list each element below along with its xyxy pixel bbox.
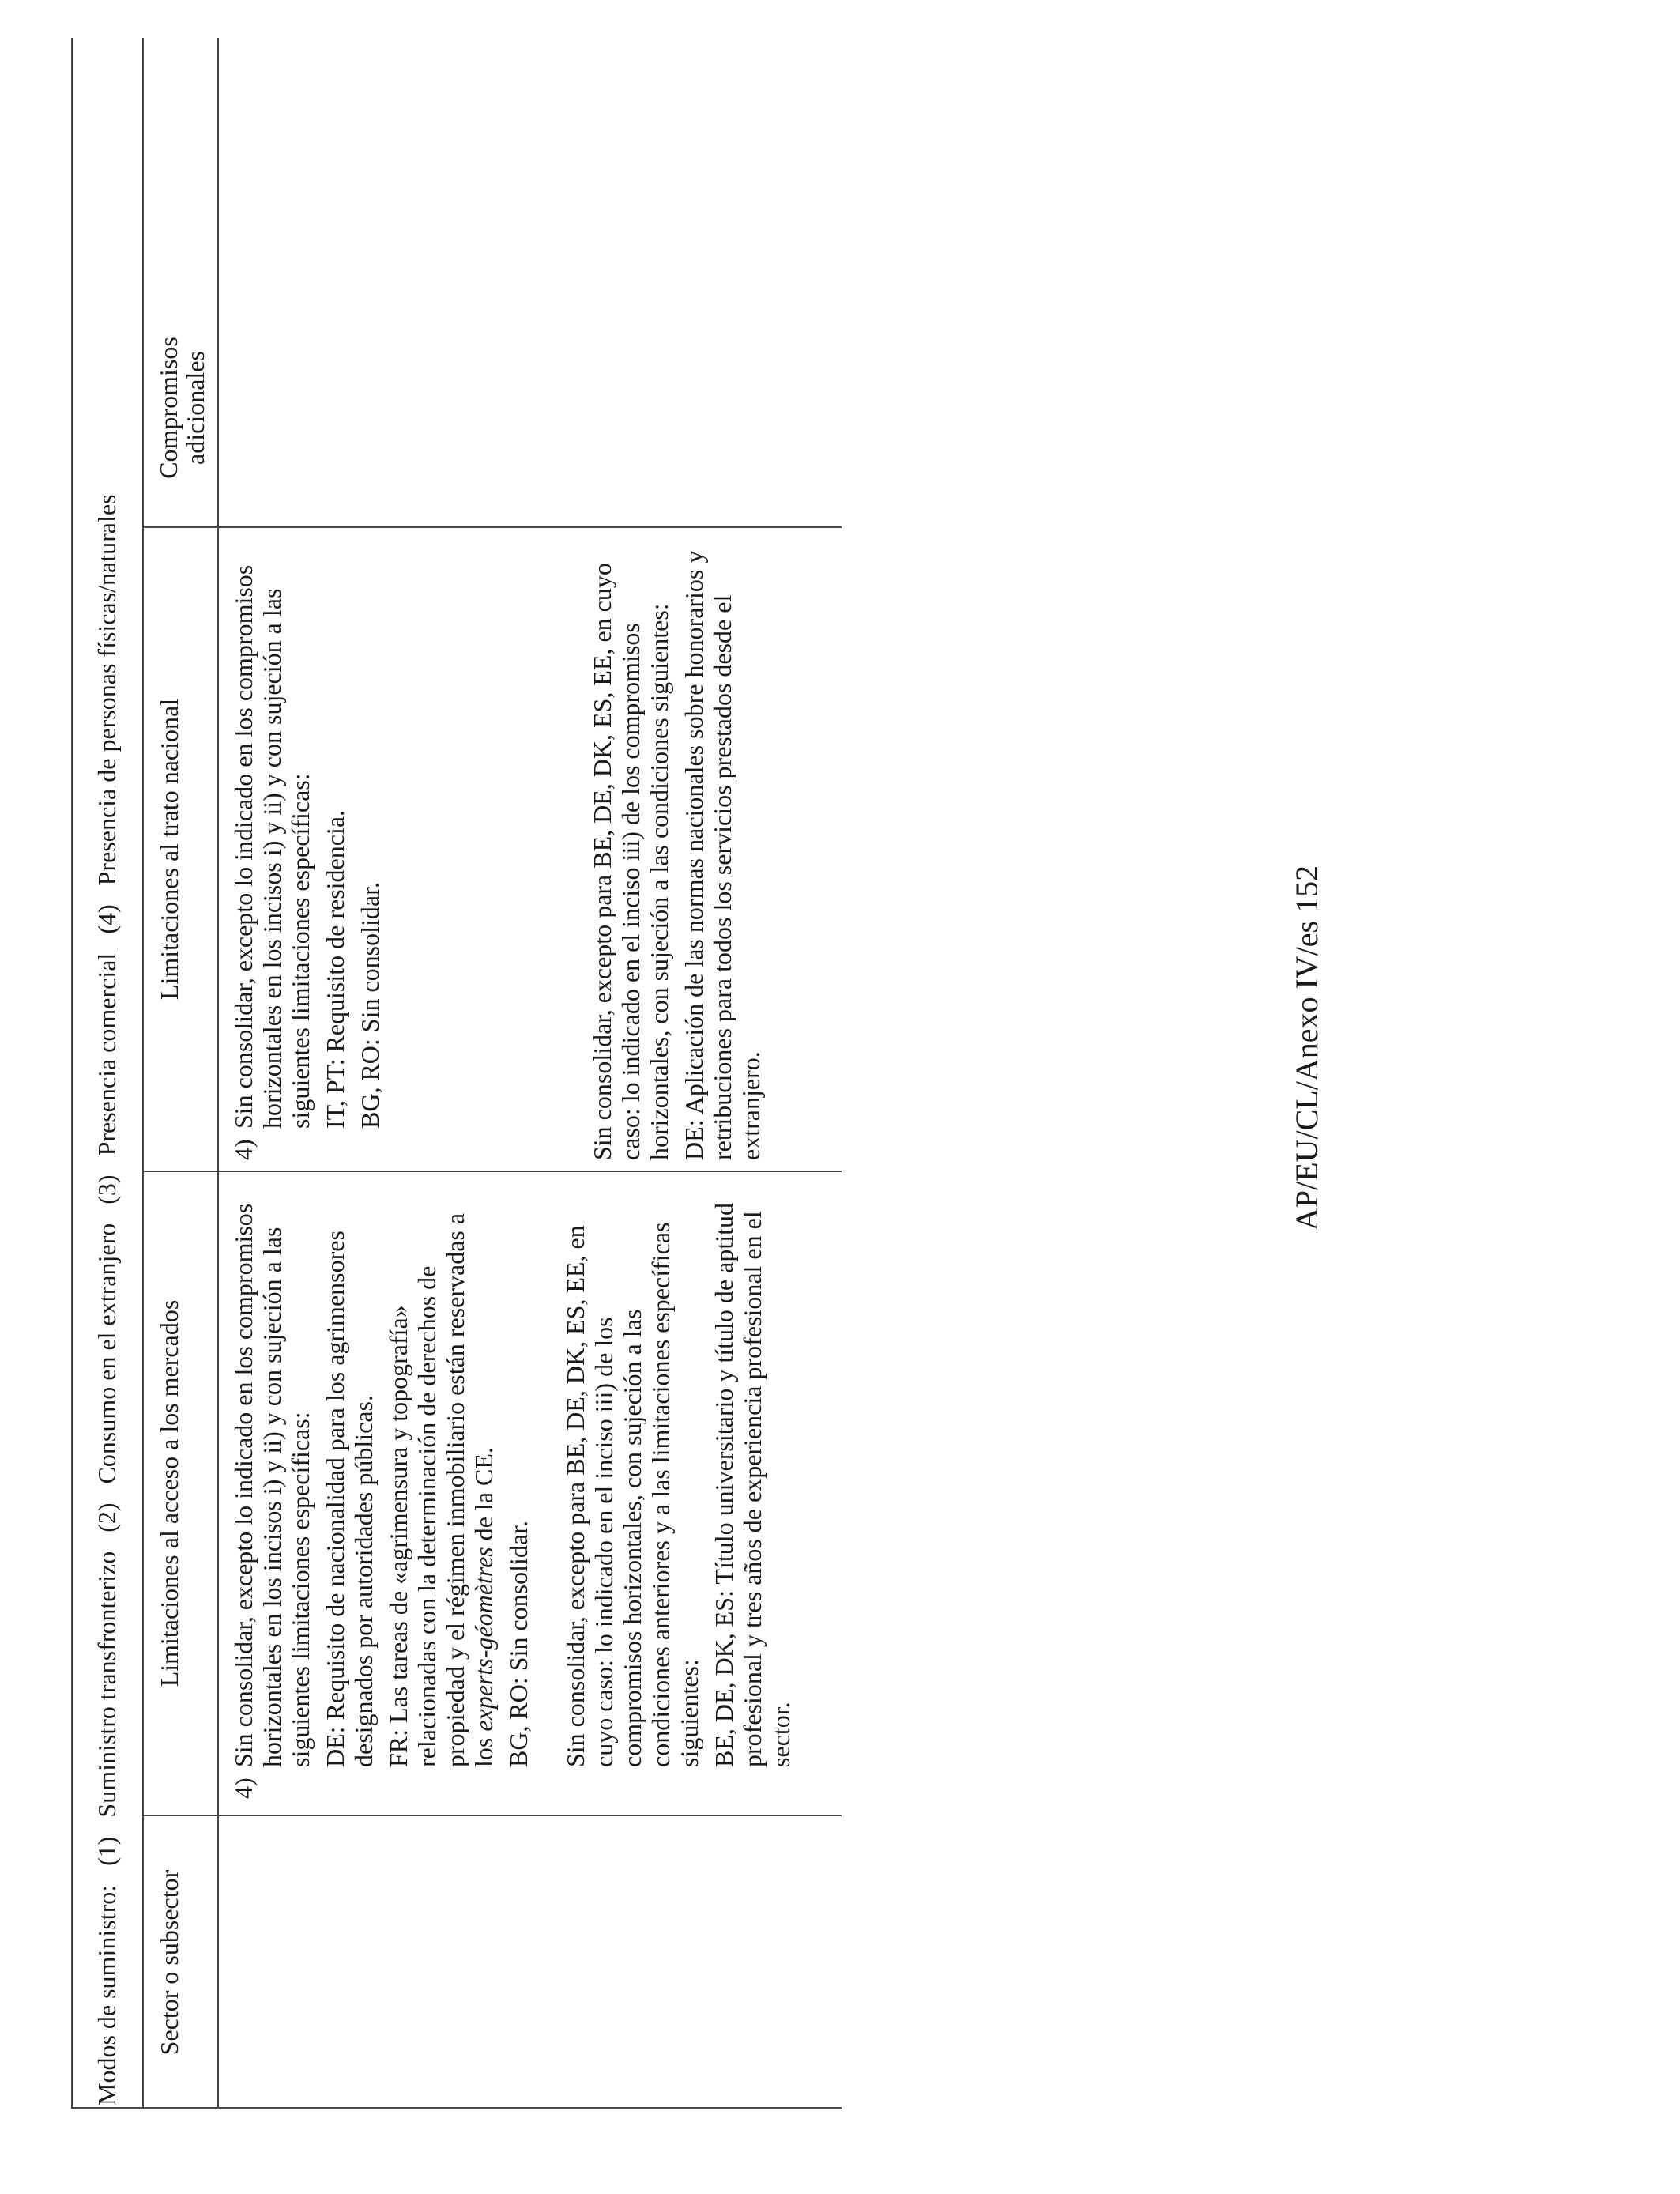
mode-2-number: (2)	[92, 1502, 121, 1532]
national-text-1: Sin consolidar, excepto lo indicado en los compromisos horizontales en los incisos i) y ii) y con sujeción a las siguientes limitaciones específicas:	[229, 564, 315, 1129]
market-text-5: Sin consolidar, excepto para BE, DE, DK, ES, EE, en cuyo caso: lo indicado en el inciso iii) de los compromisos horizontales, con sujeción a las condiciones anteriores y a las limitaciones específicas siguientes:	[561, 1222, 703, 1767]
mode-1-label: Suministro transfronterizo	[92, 1551, 121, 1818]
national-treatment-cell	[229, 544, 771, 1160]
market-access-item-4	[229, 1182, 801, 1799]
page-footer: AP/EU/CL/Anexo IV/es 152	[1289, 865, 1324, 1231]
mode-2-label: Consumo en el extranjero	[92, 1223, 121, 1484]
market-text-2: DE: Requisito de nacionalidad para los agrimensores designados por autoridades públicas.	[321, 1231, 378, 1767]
market-text-6: BE, DE, DK, ES: Título universitario y título de aptitud profesional y tres años de experiencia profesional en el sector.	[710, 1202, 795, 1767]
rule-col1	[142, 1815, 842, 1816]
header-national-treatment: Limitaciones al trato nacional	[155, 698, 183, 1001]
item-number: 4)	[229, 1777, 258, 1799]
market-text-3a: FR: Las tareas de «agrimensura y topografía» relacionadas con la determinación de derechos de propiedad y el régimen inmobiliario están reservadas a los	[384, 1212, 498, 1767]
market-text-3	[384, 1182, 498, 1767]
rule-below-headers	[217, 38, 219, 2109]
rule-col3	[142, 526, 842, 528]
national-text-2: IT, PT: Requisito de residencia.	[321, 809, 349, 1129]
header-sector: Sector o subsector	[155, 1869, 183, 2056]
national-treatment-item-4	[229, 544, 390, 1160]
header-market-access: Limitaciones al acceso a los mercados	[155, 1299, 183, 1687]
header-additional-commitments: Compromisos adicionales	[154, 337, 209, 479]
national-text-4: Sin consolidar, excepto para BE, DE, DK, ES, EE, en cuyo caso: lo indicado en el inciso iii) de los compromisos horizontales, con sujeción a las condiciones siguientes:	[588, 563, 673, 1160]
market-text-4: BG, RO: Sin consolidar.	[504, 1520, 533, 1767]
mode-3-number: (3)	[92, 1174, 121, 1204]
schedule-table	[71, 38, 842, 2109]
modes-label: Modos de suministro:	[92, 1884, 121, 2105]
item-number: 4)	[229, 1139, 258, 1160]
market-text-3c: de la CE.	[469, 1447, 498, 1547]
mode-1-number: (1)	[92, 1836, 121, 1866]
supply-modes-row	[71, 38, 142, 2109]
market-access-cell	[229, 1182, 801, 1799]
rule-col2	[142, 1171, 842, 1172]
market-text-3-italic: experts-géomètres	[469, 1547, 498, 1732]
mode-4-number: (4)	[92, 904, 121, 934]
mode-3-label: Presencia comercial	[92, 952, 121, 1156]
mode-4-label: Presencia de personas físicas/naturales	[92, 494, 121, 886]
national-text-5: DE: Aplicación de las normas nacionales sobre honorarios y retribuciones para todos los servicios prestados desde el extranjero.	[680, 550, 765, 1160]
national-text-3: BG, RO: Sin consolidar.	[356, 881, 384, 1129]
market-text-1: Sin consolidar, excepto lo indicado en los compromisos horizontales en los incisos i) y ii) y con sujeción a las siguientes limitaciones específicas:	[229, 1203, 315, 1767]
